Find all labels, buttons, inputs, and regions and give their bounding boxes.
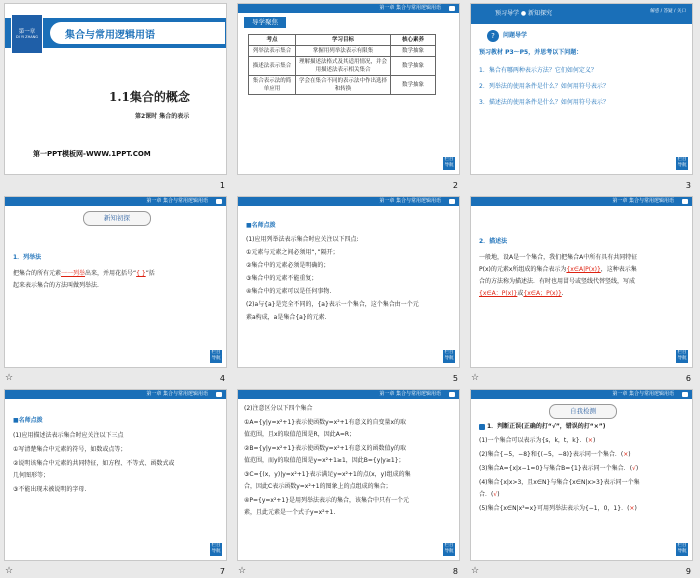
note-line: ②B={y|y=x²+1}表示使函数y=x²+1有意义的函数值y的取 <box>244 445 407 452</box>
answer-blank: {x∈A：P(x)} <box>479 290 518 297</box>
chapter-badge <box>11 14 43 54</box>
question-item: 3．描述法的使用条件是什么？如何用符号表示？ <box>479 99 609 106</box>
slide-9 <box>470 389 693 561</box>
slide-number: 3 <box>685 181 691 190</box>
return-nav-button[interactable]: 栏目导航 <box>211 543 221 554</box>
definition-line <box>13 269 155 279</box>
note-line: 素a构成，a是集合{a}的元素. <box>246 314 327 321</box>
header-title: 集合与常用逻辑用语 <box>65 30 155 41</box>
note-line: ②说明该集合中元素的共同特征，如方程、不等式、函数式或 <box>13 460 175 467</box>
exercise-item: (1)一个集合可以表示为{s，k，t，k}．(×) <box>479 437 596 444</box>
exercise-item: (2)集合{−5，−8}和{(−5，−8)}表示同一个集合．(×) <box>479 451 631 458</box>
exercise-item: (3)集合A={x|x−1=0}与集合B={1}表示同一个集合．(√) <box>479 465 639 472</box>
table-cell: 集合表示法的简单应用 <box>249 76 296 95</box>
slide-number: 6 <box>685 374 691 383</box>
question-item: 2．列举法的使用条件是什么？如何用符号表示？ <box>479 83 609 90</box>
table-cell: 列举法表示集合 <box>249 46 296 57</box>
home-icon <box>216 199 222 204</box>
slide-8 <box>237 389 460 561</box>
exercise-item: 合．(√) <box>479 491 500 498</box>
return-nav-button[interactable]: 栏目导航 <box>677 543 687 554</box>
answer-blank: 一一列举 <box>61 270 86 277</box>
answer-blank: {x∈A；P(x)} <box>523 290 562 297</box>
answer-mark: √ <box>632 465 636 472</box>
slide-7 <box>4 389 227 561</box>
section-banner: 导学聚焦 <box>244 17 286 28</box>
answer-mark: × <box>623 451 629 458</box>
note-line: 几何图形等； <box>13 472 50 479</box>
exercise-item: (5)集合{x∈N|x³=x}可用列举法表示为{−1，0，1}．(×) <box>479 505 637 512</box>
note-line: 值范围，且x的取值范围是R，因此A=R； <box>244 431 356 438</box>
lesson-subtitle: 第2课时 集合的表示 <box>135 113 190 120</box>
table-cell: 数学抽象 <box>391 76 436 95</box>
question-icon: ? <box>487 30 499 42</box>
note-line: 合，因此C表示函数y=x²+1的图象上的点组成的集合； <box>244 483 392 490</box>
star-icon: ☆ <box>5 566 14 576</box>
section-title: 1．列举法 <box>13 254 42 261</box>
header-right-text: 解惑 / 答疑 / 关口 <box>650 9 686 14</box>
intro-text: 预习教材 P3～P5，并思考以下问题： <box>479 49 583 56</box>
note-line: ③不能出现未被说明的字母. <box>13 486 87 493</box>
note-line: ③集合中的元素不能重复； <box>246 275 318 282</box>
return-nav-button[interactable]: 栏目导航 <box>444 157 454 168</box>
answer-mark: √ <box>493 491 498 498</box>
chapter-pinyin: DI YI ZHANG <box>16 35 38 39</box>
text-fragment: P(x)的元素x所组成的集合表示为 <box>479 266 567 273</box>
return-nav-button[interactable]: 栏目导航 <box>677 350 687 361</box>
exercise-text: (4)集合{x|x>3，且x∈N}与集合{x∈N|x>3}表示同一个集 <box>479 479 640 486</box>
slide-2 <box>237 3 460 175</box>
note-line: ②集合中的元素必须是明确的； <box>246 262 330 269</box>
exercise-text: 合． <box>479 491 492 498</box>
slide-header <box>5 197 226 206</box>
text-fragment: ，这种表示集 <box>600 266 637 273</box>
exercise-intro: 1．判断正误(正确的打“√”，错误的打“×”) <box>487 423 606 430</box>
slide-number: 8 <box>452 567 458 576</box>
slide-number: 9 <box>685 567 691 576</box>
note-line: ④集合中的元素可以是任何事物. <box>246 288 332 295</box>
table-cell: 数学抽象 <box>391 57 436 76</box>
table-cell: 学会在集合不同的表示法中作出选择和转换 <box>296 76 391 95</box>
slide-header <box>238 4 459 13</box>
chapter-header-text: 第一章 集合与常用逻辑用语 <box>146 391 208 397</box>
star-icon: ☆ <box>471 566 480 576</box>
question-item: 1．集合有哪两种表示方法？它们如何定义？ <box>479 67 597 74</box>
table-row <box>249 46 436 57</box>
text-fragment: 或 <box>517 290 524 297</box>
slide-number: 2 <box>452 181 458 190</box>
chapter-header-text: 第一章 集合与常用逻辑用语 <box>612 198 674 204</box>
table-header: 核心素养 <box>391 35 436 46</box>
slide-1 <box>4 3 227 175</box>
table-header: 考点 <box>249 35 296 46</box>
note-line: ①元素与元素之间必须用“，”隔开； <box>246 249 339 256</box>
exercise-text: (5)集合{x∈N|x³=x}可用列举法表示为{−1，0，1}． <box>479 505 628 512</box>
chapter-header-text: 第一章 集合与常用逻辑用语 <box>379 5 441 11</box>
note-line: 值范围，而y的取值范围是y=x²+1≥1，因此B={y|y≥1}； <box>244 457 405 464</box>
slide-6 <box>470 196 693 368</box>
slide-thumbnail-8[interactable] <box>233 386 466 578</box>
slide-header <box>471 197 692 206</box>
home-icon <box>449 6 455 11</box>
note-line: (2)注意区分以下四个集合 <box>244 405 313 412</box>
table-cell: 理解描述法格式及其适用情况，并会用描述法表示相关集合 <box>296 57 391 76</box>
home-icon <box>216 392 222 397</box>
star-icon: ☆ <box>238 566 247 576</box>
chapter-header-text: 第一章 集合与常用逻辑用语 <box>379 391 441 397</box>
text-fragment: 把集合的所有元素 <box>13 270 62 277</box>
slide-header <box>238 390 459 399</box>
note-line: (1)应用描述法表示集合时应关注以下三点 <box>13 432 124 439</box>
chapter-label: 第一章 <box>18 29 36 35</box>
slide-thumbnail-3[interactable] <box>466 0 699 192</box>
slide-number: 4 <box>219 374 225 383</box>
table-header: 学习目标 <box>296 35 391 46</box>
slide-thumbnail-7[interactable] <box>0 386 233 578</box>
slide-thumbnail-5[interactable] <box>233 193 466 385</box>
exercise-item <box>479 478 640 488</box>
chapter-header-text: 第一章 集合与常用逻辑用语 <box>146 198 208 204</box>
star-icon: ☆ <box>5 373 14 383</box>
answer-blank: { } <box>136 270 146 277</box>
note-line: ①A={y|y=x²+1}表示使函数y=x²+1有意义的自变量x的取 <box>244 419 407 426</box>
slide-number: 7 <box>219 567 225 576</box>
slide-thumbnail-6[interactable] <box>466 193 699 385</box>
answer-mark: × <box>587 437 593 444</box>
header-left-text: 预习导学 ● 新知探究 <box>495 10 553 17</box>
star-icon: ☆ <box>471 373 480 383</box>
home-icon <box>682 392 688 397</box>
footer-text: 第一PPT模板网-WWW.1PPT.COM <box>33 150 151 158</box>
section-badge: 自我检测 <box>549 404 617 419</box>
chapter-header-text: 第一章 集合与常用逻辑用语 <box>612 391 674 397</box>
note-line: ④P={y=x²+1}是用列举法表示的集合，该集合中只有一个元 <box>244 497 410 504</box>
table-row <box>249 57 436 76</box>
definition-line: 一般地，设A是一个集合，我们把集合A中所有具有共同特征 <box>479 254 638 261</box>
text-fragment: . <box>561 290 564 297</box>
exercise-text: (1)一个集合可以表示为{s，k，t，k}． <box>479 437 586 444</box>
note-line: ①写清楚集合中元素的符号，如数或点等； <box>13 446 127 453</box>
answer-blank: {x∈A|P(x)} <box>566 266 601 273</box>
note-line: ③C={(x，y)|y=x²+1}表示满足y=x²+1的点(x，y)组成的集 <box>244 471 411 478</box>
home-icon <box>682 199 688 204</box>
slide-number: 1 <box>219 181 225 190</box>
slide-4 <box>4 196 227 368</box>
return-nav-button[interactable]: 栏目导航 <box>444 543 454 554</box>
home-icon <box>449 392 455 397</box>
text-fragment: ”括 <box>145 270 155 277</box>
slide-header <box>471 4 692 24</box>
home-icon <box>449 199 455 204</box>
return-nav-button[interactable]: 栏目导航 <box>677 157 687 168</box>
exercise-text: (2)集合{−5，−8}和{(−5，−8)}表示同一个集合． <box>479 451 621 458</box>
table-row <box>249 76 436 95</box>
slide-header <box>5 390 226 399</box>
slide-header <box>471 390 692 399</box>
slide-thumbnail-9[interactable] <box>466 386 699 578</box>
slide-3 <box>470 3 693 175</box>
section-title: ■名师点拨 <box>13 417 43 424</box>
lesson-title: 1.1集合的概念 <box>109 90 190 104</box>
definition-line: 合的方法称为描述法．有时也用冒号或竖线代替竖线，写成 <box>479 278 636 285</box>
note-line: (1)应用列举法表示集合时应关注以下四点: <box>246 236 359 243</box>
answer-mark: × <box>629 505 635 512</box>
return-nav-button[interactable]: 栏目导航 <box>211 350 221 361</box>
slide-header <box>238 197 459 206</box>
table-cell: 掌握用列举法表示有限集 <box>296 46 391 57</box>
slide-thumbnail-4[interactable] <box>0 193 233 385</box>
return-nav-button[interactable]: 栏目导航 <box>444 350 454 361</box>
slide-number: 5 <box>452 374 458 383</box>
section-title: 2．描述法 <box>479 238 508 245</box>
chapter-header-text: 第一章 集合与常用逻辑用语 <box>379 198 441 204</box>
definition-line <box>479 289 564 299</box>
objectives-table <box>248 34 436 95</box>
section-title: 问题导学 <box>503 32 528 39</box>
slide-thumbnail-1[interactable] <box>0 0 233 192</box>
table-cell: 描述法表示集合 <box>249 57 296 76</box>
note-line: 素，且此元素是一个式子y=x²+1. <box>244 509 336 516</box>
slide-thumbnail-2[interactable] <box>233 0 466 192</box>
exercise-text: (3)集合A={x|x−1=0}与集合B={1}表示同一个集合． <box>479 465 630 472</box>
slide-5 <box>237 196 460 368</box>
section-title: ■名师点拨 <box>246 222 276 229</box>
bullet-icon <box>479 424 485 430</box>
section-badge: 新知初探 <box>83 211 151 226</box>
table-cell: 数学抽象 <box>391 46 436 57</box>
definition-line <box>479 265 637 275</box>
note-line: (2)a与{a}是完全不同的，{a}表示一个集合，这个集合由一个元 <box>246 301 419 308</box>
definition-line: 起来表示集合的方法叫做列举法. <box>13 282 99 289</box>
text-fragment: 出来，并用花括号“ <box>85 270 137 277</box>
